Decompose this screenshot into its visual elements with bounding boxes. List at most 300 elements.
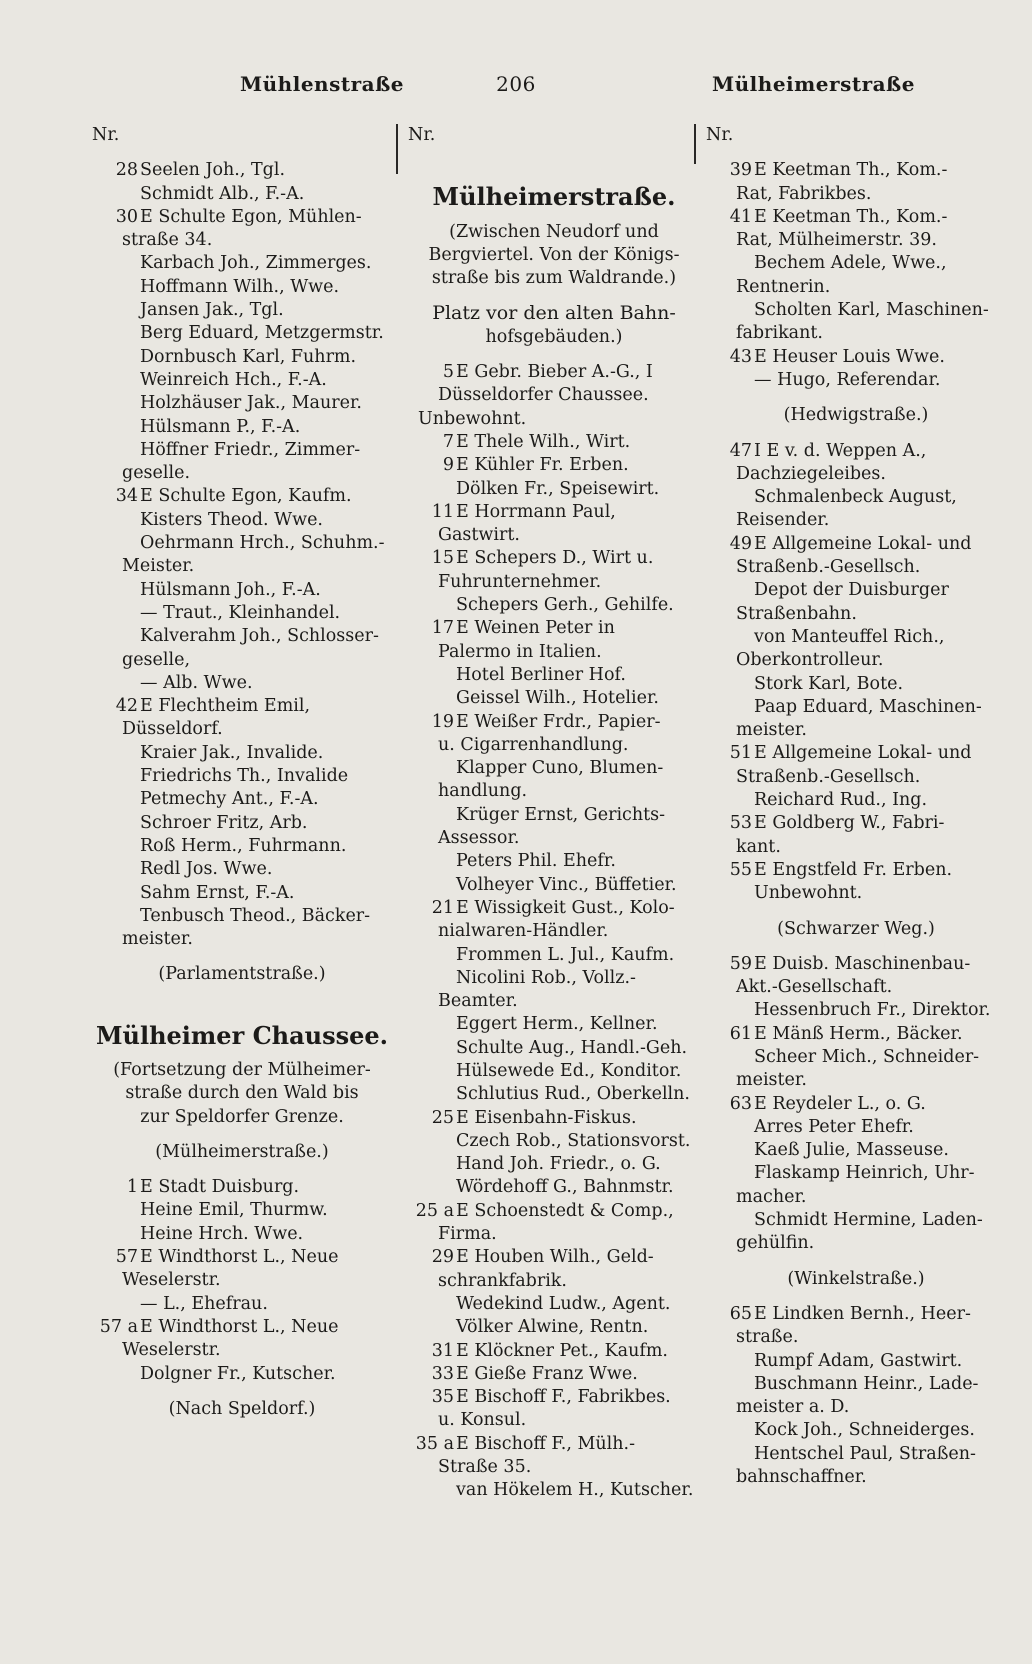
entry-text: Unbewohnt. <box>754 883 863 904</box>
cross-street: (Parlamentstraße.) <box>158 964 326 985</box>
entry-text: Hülsmann P., F.-A. <box>140 416 301 437</box>
entry-text: Wedekind Ludw., Agent. <box>456 1293 671 1314</box>
list-item <box>706 976 1006 999</box>
list-item <box>706 603 1006 626</box>
entry-text: Meister. <box>122 556 195 577</box>
entry-text: Unbewohnt. <box>418 408 527 429</box>
list-item <box>706 1209 1006 1232</box>
entry-text: E Windthorst L., Neue <box>140 1247 339 1268</box>
entry-text: Straßenb.-Gesellsch. <box>736 766 921 787</box>
list-item <box>408 1340 700 1363</box>
entry-text: Weselerstr. <box>122 1270 221 1291</box>
list-item <box>706 882 1006 905</box>
list-item <box>92 509 392 532</box>
entry-text: handlung. <box>438 781 528 802</box>
entry-text: E Horrmann Paul, <box>456 501 616 522</box>
entry-text: Czech Rob., Stationsvorst. <box>456 1130 691 1151</box>
list-item <box>92 1176 392 1199</box>
entry-text: Paap Eduard, Maschinen- <box>754 696 982 717</box>
entry-text: kant. <box>736 836 781 857</box>
list-item <box>706 1466 1006 1489</box>
list-item <box>706 812 1006 835</box>
column-1 <box>92 124 392 1421</box>
list-item <box>408 1409 700 1432</box>
cross-street: (Mülheimerstraße.) <box>155 1141 329 1162</box>
entry-text: gehülfin. <box>736 1233 815 1254</box>
list-item <box>92 1339 392 1362</box>
list-item <box>706 579 1006 602</box>
house-number: 7 <box>442 431 454 452</box>
entry-text: Schmidt Alb., F.-A. <box>140 183 305 204</box>
list-item <box>706 533 1006 556</box>
entry-text: E Windthorst L., Neue <box>140 1316 339 1337</box>
column-rule <box>396 124 398 174</box>
list-item <box>92 765 392 788</box>
entry-text: Wördehoff G., Bahnmstr. <box>456 1177 674 1198</box>
list-item <box>92 1223 392 1246</box>
entry-text: u. Konsul. <box>438 1410 527 1431</box>
house-number: 28 <box>115 160 138 181</box>
entry-text: Straßenbahn. <box>736 603 857 624</box>
list-item <box>408 874 700 897</box>
house-number: 57 <box>115 1247 138 1268</box>
entry-text: Sahm Ernst, F.-A. <box>140 882 295 903</box>
section-heading: Mülheimerstraße. <box>432 182 676 212</box>
list-item <box>706 789 1006 812</box>
nr-label: Nr. <box>408 125 436 145</box>
entry-text: Eggert Herm., Kellner. <box>456 1014 658 1035</box>
column-3 <box>706 124 1006 1489</box>
list-item <box>706 183 1006 206</box>
list-item <box>408 501 700 524</box>
entry-text: Bechem Adele, Wwe., <box>754 253 947 274</box>
list-item <box>706 1139 1006 1162</box>
entry-text: Kisters Theod. Wwe. <box>140 509 323 530</box>
list-item <box>706 696 1006 719</box>
entry-text: Düsseldorfer Chaussee. <box>438 385 649 406</box>
list-item <box>408 1200 700 1223</box>
list-item <box>408 524 700 547</box>
entry-text: E Keetman Th., Kom.- <box>754 206 948 227</box>
entry-text: Straßenb.-Gesellsch. <box>736 557 921 578</box>
entry-text: Klapper Cuno, Blumen- <box>456 758 664 779</box>
list-item <box>92 695 392 718</box>
entry-text: Weselerstr. <box>122 1340 221 1361</box>
entry-text: E Houben Wilh., Geld- <box>456 1247 654 1268</box>
entry-text: E Engstfeld Fr. Erben. <box>754 859 953 880</box>
list-item <box>408 1037 700 1060</box>
list-item <box>408 361 700 384</box>
list-item <box>706 859 1006 882</box>
house-number: 55 <box>729 859 752 880</box>
entry-text: Schmidt Hermine, Laden- <box>754 1210 983 1231</box>
list-item <box>408 1223 700 1246</box>
section-note: Bergviertel. Von der Königs- <box>428 244 680 265</box>
entry-text: E Duisb. Maschinenbau- <box>754 953 971 974</box>
entry-text: Arres Peter Ehefr. <box>754 1116 914 1137</box>
list-item <box>408 1130 700 1153</box>
list-item <box>92 1246 392 1269</box>
entry-text: Dölken Fr., Speisewirt. <box>456 478 660 499</box>
house-number: 47 <box>729 440 752 461</box>
list-item <box>408 711 700 734</box>
entry-text: Hand Joh. Friedr., o. G. <box>456 1154 661 1175</box>
list-item <box>706 1232 1006 1255</box>
entry-text: Hotel Berliner Hof. <box>456 664 626 685</box>
list-item <box>92 322 392 345</box>
cross-street: (Nach Speldorf.) <box>168 1398 316 1419</box>
list-item <box>408 827 700 850</box>
entry-text: E Schoenstedt & Comp., <box>456 1200 674 1221</box>
list-item <box>92 672 392 695</box>
entry-text: Hentschel Paul, Straßen- <box>754 1443 976 1464</box>
entry-text: Heine Hrch. Wwe. <box>140 1223 304 1244</box>
list-item <box>92 905 392 928</box>
entry-text: Nicolini Rob., Vollz.- <box>456 967 636 988</box>
list-item <box>408 617 700 640</box>
entry-text: E Thele Wilh., Wirt. <box>456 431 631 452</box>
entry-text: Völker Alwine, Rentn. <box>456 1317 649 1338</box>
list-item <box>408 1433 700 1456</box>
entry-text: Reichard Rud., Ing. <box>754 790 928 811</box>
entry-text: E Mänß Herm., Bäcker. <box>754 1023 963 1044</box>
list-item <box>706 1303 1006 1326</box>
entry-text: Schroer Fritz, Arb. <box>140 812 308 833</box>
entry-text: Rumpf Adam, Gastwirt. <box>754 1350 963 1371</box>
list-item <box>92 416 392 439</box>
house-number: 51 <box>729 743 752 764</box>
list-item <box>408 1386 700 1409</box>
list-item <box>92 812 392 835</box>
house-number: 1 <box>126 1177 138 1198</box>
list-item <box>408 478 700 501</box>
list-item <box>706 159 1006 182</box>
entry-text: meister. <box>736 720 807 741</box>
list-item <box>408 1479 700 1502</box>
list-item <box>706 486 1006 509</box>
entry-text: meister. <box>122 929 193 950</box>
entry-text: Dolgner Fr., Kutscher. <box>140 1363 336 1384</box>
list-item <box>408 1456 700 1479</box>
list-item <box>92 835 392 858</box>
house-number: 53 <box>729 813 752 834</box>
column-2 <box>408 124 700 1503</box>
list-item <box>408 1316 700 1339</box>
entry-text: Dachziegeleibes. <box>736 463 886 484</box>
entry-text: Fuhrunternehmer. <box>438 571 602 592</box>
list-item <box>92 485 392 508</box>
house-number: 35 a <box>415 1433 454 1454</box>
entry-text: — Alb. Wwe. <box>140 672 253 693</box>
house-number: 41 <box>729 206 752 227</box>
list-item <box>706 1443 1006 1466</box>
entry-text: Hülsmann Joh., F.-A. <box>140 579 321 600</box>
list-item <box>706 252 1006 275</box>
entry-text: Assessor. <box>438 828 520 849</box>
list-item <box>92 788 392 811</box>
list-item <box>92 369 392 392</box>
entry-text: E Allgemeine Lokal- und <box>754 533 972 554</box>
entry-text: E Lindken Bernh., Heer- <box>754 1303 971 1324</box>
section-heading: Mülheimer Chaussee. <box>95 1020 389 1050</box>
list-item <box>706 626 1006 649</box>
entry-text: Tenbusch Theod., Bäcker- <box>140 905 371 926</box>
list-item <box>408 944 700 967</box>
entry-text: — L., Ehefrau. <box>140 1293 268 1314</box>
list-item <box>408 850 700 873</box>
list-item <box>408 1293 700 1316</box>
entry-text: geselle, <box>122 649 191 670</box>
entry-text: Oberkontrolleur. <box>736 650 884 671</box>
nr-label: Nr. <box>706 125 734 145</box>
list-item <box>706 463 1006 486</box>
entry-text: E Reydeler L., o. G. <box>754 1093 926 1114</box>
entry-text: E Kühler Fr. Erben. <box>456 455 629 476</box>
entry-text: Oehrmann Hrch., Schuhm.- <box>140 533 385 554</box>
entry-text: fabrikant. <box>736 323 823 344</box>
house-number: 59 <box>729 953 752 974</box>
entry-text: Kock Joh., Schneiderges. <box>754 1420 975 1441</box>
house-number: 39 <box>729 160 752 181</box>
cross-street: (Hedwigstraße.) <box>783 405 929 426</box>
entry-text: Kraier Jak., Invalide. <box>140 742 324 763</box>
entry-text: Rat, Fabrikbes. <box>736 183 872 204</box>
list-item <box>706 206 1006 229</box>
list-item <box>408 1060 700 1083</box>
house-number: 21 <box>431 897 454 918</box>
entry-text: E Schepers D., Wirt u. <box>456 548 654 569</box>
entry-text: van Hökelem H., Kutscher. <box>456 1480 694 1501</box>
list-item <box>92 882 392 905</box>
entry-text: E Allgemeine Lokal- und <box>754 743 972 764</box>
list-item <box>92 276 392 299</box>
list-item <box>408 1270 700 1293</box>
entry-text: I E v. d. Weppen A., <box>754 440 927 461</box>
house-number: 57 a <box>99 1316 138 1337</box>
list-item <box>706 1046 1006 1069</box>
entry-text: Schulte Aug., Handl.-Geh. <box>456 1037 688 1058</box>
entry-text: Hoffmann Wilh., Wwe. <box>140 276 340 297</box>
house-number: 65 <box>729 1303 752 1324</box>
list-item <box>92 555 392 578</box>
entry-text: Beamter. <box>438 991 518 1012</box>
list-item <box>706 322 1006 345</box>
entry-text: Hessenbruch Fr., Direktor. <box>754 1000 991 1021</box>
entry-text: Schmalenbeck August, <box>754 487 957 508</box>
list-item <box>408 990 700 1013</box>
list-item <box>408 594 700 617</box>
list-item <box>706 649 1006 672</box>
entry-text: Geissel Wilh., Hotelier. <box>456 688 659 709</box>
entry-text: Stork Karl, Bote. <box>754 673 904 694</box>
entry-text: E Wissigkeit Gust., Kolo- <box>456 897 675 918</box>
list-item <box>408 1107 700 1130</box>
list-item <box>408 454 700 477</box>
entry-text: E Gieße Franz Wwe. <box>456 1363 638 1384</box>
house-number: 19 <box>431 711 454 732</box>
entry-text: Friedrichs Th., Invalide <box>140 766 349 787</box>
list-item <box>408 547 700 570</box>
entry-text: E Gebr. Bieber A.-G., I <box>456 362 653 383</box>
page-number: 206 <box>496 72 536 96</box>
list-item <box>408 920 700 943</box>
list-item <box>706 836 1006 859</box>
entry-text: Berg Eduard, Metzgermstr. <box>140 323 384 344</box>
entry-text: Weinreich Hch., F.-A. <box>140 369 327 390</box>
entry-text: Roß Herm., Fuhrmann. <box>140 835 347 856</box>
entry-text: E Flechtheim Emil, <box>140 696 311 717</box>
entry-text: Schlutius Rud., Oberkelln. <box>456 1084 690 1105</box>
entry-text: E Weinen Peter in <box>456 618 615 639</box>
list-item <box>706 719 1006 742</box>
list-item <box>706 1373 1006 1396</box>
entry-text: bahnschaffner. <box>736 1467 867 1488</box>
entry-text: E Schulte Egon, Kaufm. <box>140 486 352 507</box>
list-item <box>408 804 700 827</box>
list-item <box>706 953 1006 976</box>
list-item <box>706 1419 1006 1442</box>
section-note: straße durch den Wald bis <box>125 1083 359 1104</box>
section-note: straße bis zum Waldrande.) <box>431 268 677 289</box>
list-item <box>706 369 1006 392</box>
entry-text: Heine Emil, Thurmw. <box>140 1200 328 1221</box>
list-item <box>92 928 392 951</box>
house-number: 31 <box>431 1340 454 1361</box>
entry-text: Kalverahm Joh., Schlosser- <box>140 626 379 647</box>
header-right-street: Mülheimerstraße <box>712 72 915 96</box>
list-item <box>92 649 392 672</box>
list-item <box>92 346 392 369</box>
list-item <box>92 718 392 741</box>
list-item <box>408 384 700 407</box>
list-item <box>408 1246 700 1269</box>
entry-text: E Eisenbahn-Fiskus. <box>456 1107 637 1128</box>
entry-text: Düsseldorf. <box>122 719 223 740</box>
list-item <box>706 299 1006 322</box>
list-item <box>92 183 392 206</box>
house-number: 63 <box>729 1093 752 1114</box>
list-item <box>408 1176 700 1199</box>
list-item <box>706 1326 1006 1349</box>
entry-text: straße. <box>736 1327 799 1348</box>
list-item <box>408 1083 700 1106</box>
house-number: 34 <box>115 486 138 507</box>
entry-text: E Schulte Egon, Mühlen- <box>140 206 362 227</box>
section-note: zur Speldorfer Grenze. <box>140 1106 344 1127</box>
list-item <box>92 462 392 485</box>
entry-text: Firma. <box>438 1224 497 1245</box>
entry-text: straße 34. <box>122 230 213 251</box>
list-item <box>706 556 1006 579</box>
house-number: 43 <box>729 346 752 367</box>
list-item <box>706 1093 1006 1116</box>
list-item <box>408 897 700 920</box>
list-item <box>706 1069 1006 1092</box>
list-item <box>92 392 392 415</box>
house-number: 29 <box>431 1247 454 1268</box>
list-item <box>408 757 700 780</box>
entry-text: Frommen L. Jul., Kaufm. <box>456 944 675 965</box>
header-left-street: Mühlenstraße <box>240 72 404 96</box>
list-item <box>706 229 1006 252</box>
entry-text: Akt.-Gesellschaft. <box>736 977 893 998</box>
list-item <box>92 1316 392 1339</box>
nr-label: Nr. <box>92 125 120 145</box>
list-item <box>706 1116 1006 1139</box>
list-item <box>92 229 392 252</box>
house-number: 25 <box>431 1107 454 1128</box>
entry-text: Scholten Karl, Maschinen- <box>754 300 989 321</box>
entry-text: von Manteuffel Rich., <box>754 626 945 647</box>
list-item <box>408 780 700 803</box>
list-item <box>92 742 392 765</box>
entry-text: Dornbusch Karl, Fuhrm. <box>140 346 357 367</box>
entry-text: Peters Phil. Ehefr. <box>456 851 616 872</box>
entry-text: Scheer Mich., Schneider- <box>754 1046 980 1067</box>
entry-text: Krüger Ernst, Gerichts- <box>456 804 666 825</box>
house-number: 61 <box>729 1023 752 1044</box>
list-item <box>92 299 392 322</box>
list-item <box>92 206 392 229</box>
list-item <box>92 252 392 275</box>
list-item <box>408 1013 700 1036</box>
list-item <box>408 431 700 454</box>
list-item <box>706 1350 1006 1373</box>
house-number: 25 a <box>415 1200 454 1221</box>
list-item <box>92 858 392 881</box>
list-item <box>706 346 1006 369</box>
entry-text: Holzhäuser Jak., Maurer. <box>140 393 362 414</box>
list-item <box>92 532 392 555</box>
list-item <box>408 664 700 687</box>
entry-text: Gastwirt. <box>438 525 520 546</box>
entry-text: Kaeß Julie, Masseuse. <box>754 1140 949 1161</box>
entry-text: Flaskamp Heinrich, Uhr- <box>754 1163 975 1184</box>
list-item <box>408 1153 700 1176</box>
entry-text: Straße 35. <box>438 1457 532 1478</box>
entry-text: E Stadt Duisburg. <box>140 1177 300 1198</box>
entry-text: Buschmann Heinr., Lade- <box>754 1373 979 1394</box>
list-item <box>408 687 700 710</box>
entry-text: Palermo in Italien. <box>438 641 602 662</box>
list-item <box>92 1363 392 1386</box>
entry-text: Reisender. <box>736 510 830 531</box>
list-item <box>92 1199 392 1222</box>
entry-text: Rat, Mülheimerstr. 39. <box>736 230 937 251</box>
house-number: 9 <box>442 455 454 476</box>
entry-text: E Keetman Th., Kom.- <box>754 160 948 181</box>
list-item <box>92 1269 392 1292</box>
list-item <box>92 579 392 602</box>
entry-text: — Hugo, Referendar. <box>754 369 941 390</box>
entry-text: Depot der Duisburger <box>754 580 949 601</box>
entry-text: nialwaren-Händler. <box>438 921 609 942</box>
entry-text: Jansen Jak., Tgl. <box>140 300 284 321</box>
section-note: (Fortsetzung der Mülheimer- <box>113 1059 371 1080</box>
entry-text: Hülsewede Ed., Konditor. <box>456 1060 682 1081</box>
list-item <box>706 766 1006 789</box>
cross-street: (Winkelstraße.) <box>787 1268 925 1289</box>
entry-text: meister a. D. <box>736 1397 850 1418</box>
entry-text: macher. <box>736 1186 807 1207</box>
list-item <box>408 571 700 594</box>
section-note: (Zwischen Neudorf und <box>449 221 659 242</box>
entry-text: Redl Jos. Wwe. <box>140 859 273 880</box>
list-item <box>706 999 1006 1022</box>
list-item <box>92 602 392 625</box>
list-item <box>706 673 1006 696</box>
list-item <box>92 439 392 462</box>
